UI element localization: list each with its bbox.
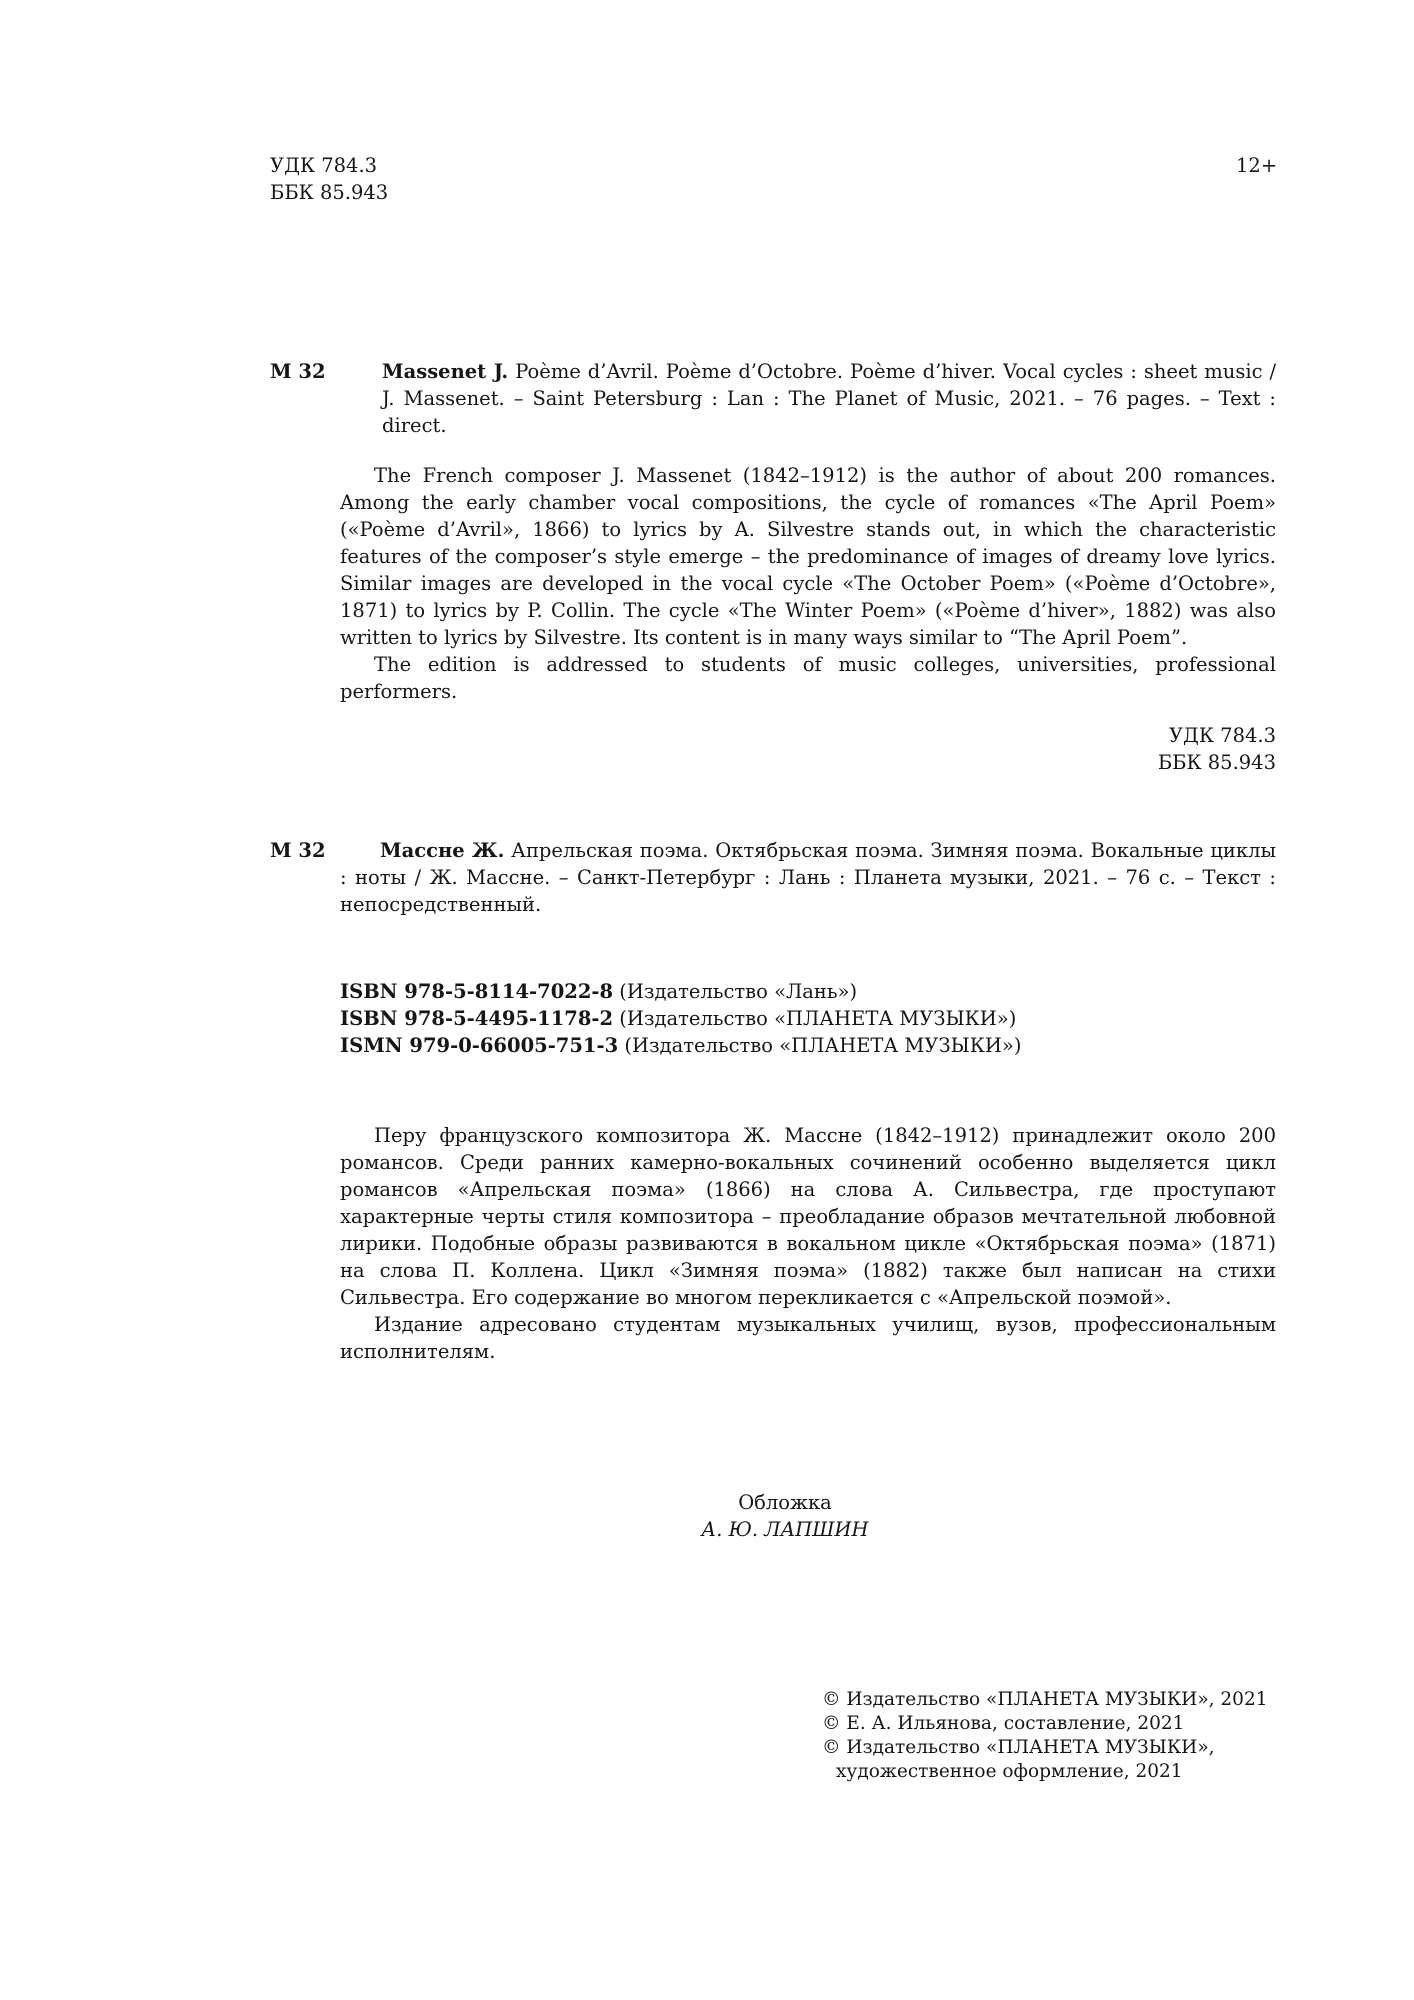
- isbn-code: ISBN 978-5-8114-7022-8: [340, 980, 614, 1003]
- ismn-code: ISMN 979-0-66005-751-3: [340, 1034, 619, 1057]
- russian-record-title-rest: Апрельская поэма. Октябрьская поэма. Зимняя поэма. Вокальные циклы : ноты / Ж. Массне. – Санкт-Петербург : Лань : Планета музыки, 2021. – 76 с. – Текст : непосредственный.: [340, 839, 1277, 916]
- russian-record-author: Массне Ж.: [380, 839, 505, 862]
- isbn-block: [340, 978, 1240, 1059]
- russian-abstract-para1: Перу французского композитора Ж. Массне (1842–1912) принадлежит около 200 романсов. Среди ранних камерно-вокальных сочинений особенно выделяется цикл романсов «Апрельская поэма» (1866) на слова А. Сильвестра, где проступают характерные черты стиля композитора – преобладание образов мечтательной любовной лирики. Подобные образы развиваются в вокальном цикле «Октябрьская поэма» (1871) на слова П. Коллена. Цикл «Зимняя поэма» (1882) также был написан на стихи Сильвестра. Его содержание во многом перекликается с «Апрельской поэмой».: [340, 1124, 1276, 1309]
- ismn-publisher: (Издательство «ПЛАНЕТА МУЗЫКИ»): [624, 1034, 1022, 1057]
- russian-record-code: М 32: [270, 839, 326, 862]
- cover-label: Обложка: [738, 1491, 832, 1514]
- cover-artist: А. Ю. ЛАПШИН: [701, 1518, 869, 1541]
- russian-udk: УДК 784.3: [1168, 724, 1276, 747]
- isbn-publisher: (Издательство «ПЛАНЕТА МУЗЫКИ»): [619, 1007, 1017, 1030]
- ismn-line: [340, 1032, 1240, 1059]
- isbn-publisher: (Издательство «Лань»): [619, 980, 858, 1003]
- header-udk: УДК 784.3: [270, 154, 378, 177]
- age-rating: 12+: [1236, 154, 1278, 177]
- english-record-title-rest: Poème d’Avril. Poème d’Octobre. Poème d’hiver. Vocal cycles : sheet music / J. Massenet. – Saint Petersburg : Lan : The Planet of Music, 2021. – 76 pages. – Text : direct.: [382, 360, 1277, 437]
- english-abstract-para2: The edition is addressed to students of music colleges, universities, professional performers.: [340, 653, 1276, 703]
- english-record-code: M 32: [270, 360, 326, 383]
- russian-bbk: ББК 85.943: [1157, 751, 1276, 774]
- russian-record-title: [340, 837, 1276, 918]
- russian-abstract: [340, 1122, 1276, 1365]
- copyright-line: © Е. А. Ильянова, составление, 2021: [822, 1713, 1185, 1734]
- cover-credit: [600, 1489, 970, 1543]
- russian-abstract-para2: Издание адресовано студентам музыкальных училищ, вузов, профессиональным исполнителям.: [340, 1313, 1276, 1363]
- english-record-title: [382, 358, 1276, 439]
- isbn-line: [340, 1005, 1240, 1032]
- copyright-block: [822, 1688, 1267, 1784]
- russian-codes: [900, 722, 1276, 776]
- english-record-author: Massenet J.: [382, 360, 509, 383]
- copyright-line: © Издательство «ПЛАНЕТА МУЗЫКИ», 2021: [822, 1689, 1268, 1710]
- english-abstract-para1: The French composer J. Massenet (1842–1912) is the author of about 200 romances. Among the early chamber vocal compositions, the cycle of romances «The April Poem» («Poème d’Avril», 1866) to lyrics by A. Silvestre stands out, in which the characteristic features of the composer’s style emerge – the predominance of images of dreamy love lyrics. Similar images are developed in the vocal cycle «The October Poem» («Poème d’Octobre», 1871) to lyrics by P. Collin. The cycle «The Winter Poem» («Poème d’hiver», 1882) was also written to lyrics by Silvestre. Its content is in many ways similar to “The April Poem”.: [340, 464, 1276, 649]
- copyright-line: художественное оформление, 2021: [836, 1761, 1183, 1782]
- copyright-line: © Издательство «ПЛАНЕТА МУЗЫКИ»,: [822, 1737, 1215, 1758]
- isbn-line: [340, 978, 1240, 1005]
- english-abstract: [340, 462, 1276, 705]
- header-bbk: ББК 85.943: [270, 181, 389, 204]
- isbn-code: ISBN 978-5-4495-1178-2: [340, 1007, 614, 1030]
- header-codes: [270, 152, 388, 206]
